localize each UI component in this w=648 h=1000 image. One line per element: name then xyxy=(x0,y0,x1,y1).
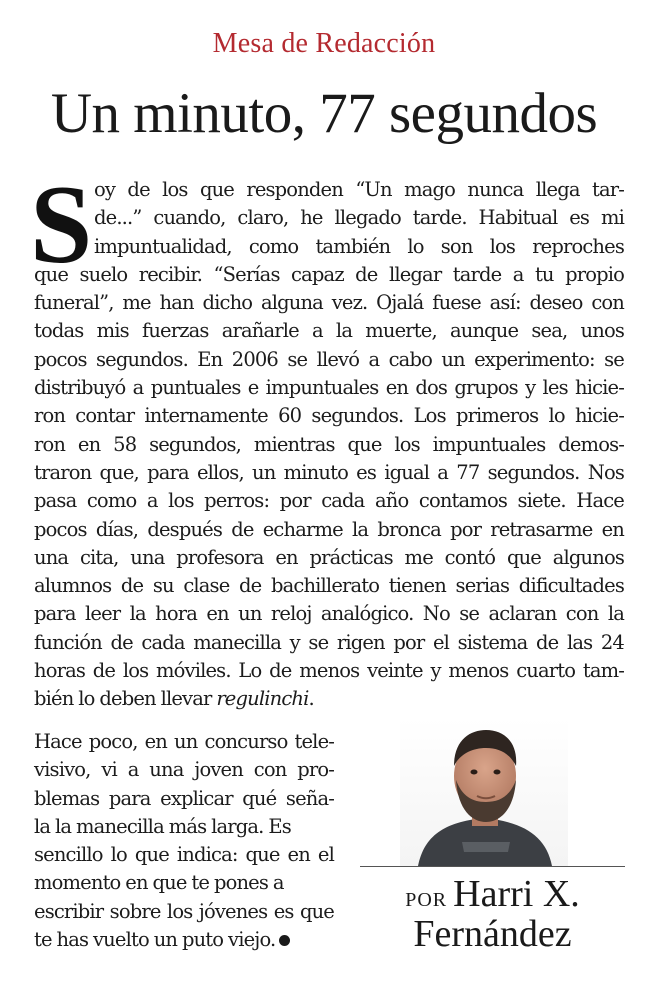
body-line: visivo, vi a una joven con pro- xyxy=(34,758,334,782)
byline-prefix: POR xyxy=(405,889,448,911)
body-line: impuntualidad, como también lo son los reproches xyxy=(94,234,624,258)
body-line xyxy=(34,926,334,954)
body-line: sencillo lo que indica: que en el xyxy=(34,843,334,867)
body-text-fragment: bién lo deben llevar xyxy=(34,687,217,711)
body-line: función de cada manecilla y se rigen por el sistema de las 24 xyxy=(34,630,624,654)
body-text-fragment: . xyxy=(308,687,314,711)
italic-word: regulinchi xyxy=(216,687,309,711)
body-line: para leer la hora en un reloj analógico. No se aclaran con la xyxy=(34,602,624,626)
byline xyxy=(360,874,625,954)
body-line: ron en 58 segundos, mientras que los impuntuales demos- xyxy=(34,432,624,456)
body-line: pocos días, después de echarme la bronca por retrasarme en xyxy=(34,517,624,541)
body-line: blemas para explicar qué seña- xyxy=(34,786,334,810)
body-line: pasa como a los perros: por cada año contamos siete. Hace xyxy=(34,489,624,513)
section-label: Mesa de Redacción xyxy=(212,28,436,59)
body-line: momento en que te pones a xyxy=(34,871,284,895)
body-line: oy de los que responden “Un mago nunca llega tar- xyxy=(94,178,624,201)
body-line: una cita, una profesora en prácticas me contó que algunos xyxy=(34,545,624,569)
body-line: que suelo recibir. “Serías capaz de llegar tarde a tu propio xyxy=(34,262,624,286)
author-portrait xyxy=(400,718,568,866)
body-line: distribuyó a puntuales e impuntuales en dos grupos y les hicie- xyxy=(34,376,624,400)
body-line: escribir sobre los jóvenes es que xyxy=(34,899,334,923)
body-line: la la manecilla más larga. Es xyxy=(34,814,291,838)
headline: Un minuto, 77 segundos xyxy=(50,82,598,145)
body-line: traron que, para ellos, un minuto es igual a 77 segundos. Nos xyxy=(34,460,624,484)
body-line: horas de los móviles. Lo de menos veinte y menos cuarto tam- xyxy=(34,659,624,683)
author-name-first: Harri X. xyxy=(453,873,580,915)
body-line: todas mis fuerzas arañarle a la muerte, aunque sea, unos xyxy=(34,319,624,343)
end-of-article-icon xyxy=(279,935,290,946)
article-body xyxy=(34,176,624,714)
body-line: de...” cuando, claro, he llegado tarde. Habitual es mi xyxy=(94,206,624,230)
body-line: alumnos de su clase de bachillerato tienen serias dificultades xyxy=(34,574,624,598)
body-line: ron contar internamente 60 segundos. Los primeros lo hicie- xyxy=(34,404,624,428)
body-line: funeral”, me han dicho alguna vez. Ojalá fuese así: deseo con xyxy=(34,291,624,315)
body-line xyxy=(34,685,624,713)
body-line: pocos segundos. En 2006 se llevó a cabo un experimento: se xyxy=(34,347,624,371)
body-line: Hace poco, en un concurso tele- xyxy=(34,730,334,753)
drop-cap: S xyxy=(30,163,93,287)
body-text-fragment: te has vuelto un puto viejo. xyxy=(34,928,276,952)
article-body-narrow xyxy=(34,728,334,954)
byline-rule xyxy=(360,866,625,867)
author-name-last: Fernández xyxy=(413,913,572,955)
